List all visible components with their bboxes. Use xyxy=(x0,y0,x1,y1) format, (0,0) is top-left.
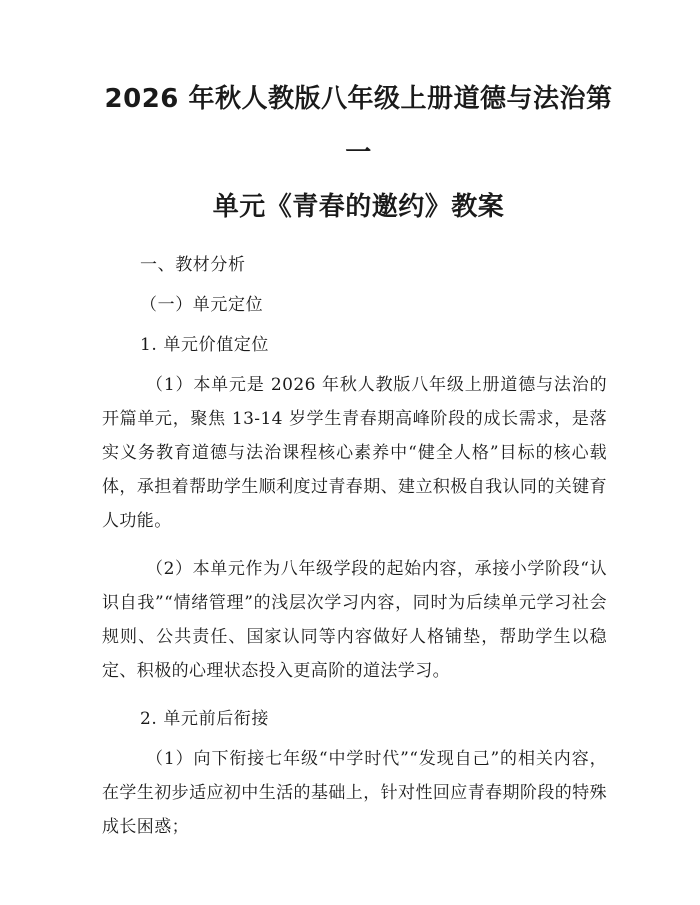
paragraph-unit-value-1: （1）本单元是 2026 年秋人教版八年级上册道德与法治的开篇单元，聚焦 13-14 岁学生青春期高峰阶段的成长需求，是落实义务教育道德与法治课程核心素养中“健全人格”目标的核心载体，承担着帮助学生顺利度过青春期、建立积极自我认同的关键育人功能。 xyxy=(102,375,607,531)
section-heading-textbook-analysis: 一、教材分析 xyxy=(140,255,246,275)
subsection-heading-unit-positioning: （一）单元定位 xyxy=(140,295,264,315)
document-title-line-1: 2026 年秋人教版八年级上册道德与法治第一 xyxy=(104,84,613,168)
paragraph-unit-connection-1: （1）向下衔接七年级“中学时代”“发现自己”的相关内容，在学生初步适应初中生活的基础上，针对性回应青春期阶段的特殊成长困惑； xyxy=(102,749,607,837)
item-heading-unit-value: 1. 单元价值定位 xyxy=(140,335,270,355)
paragraph-unit-value-2: （2）本单元作为八年级学段的起始内容，承接小学阶段“认识自我”“情绪管理”的浅层次学习内容，同时为后续单元学习社会规则、公共责任、国家认同等内容做好人格铺垫，帮助学生以稳定、积极的心理状态投入更高阶的道法学习。 xyxy=(102,559,607,681)
item-heading-unit-connection: 2. 单元前后衔接 xyxy=(140,709,270,729)
document-title xyxy=(102,72,615,234)
document-title-line-2: 单元《青春的邀约》教案 xyxy=(212,192,505,222)
